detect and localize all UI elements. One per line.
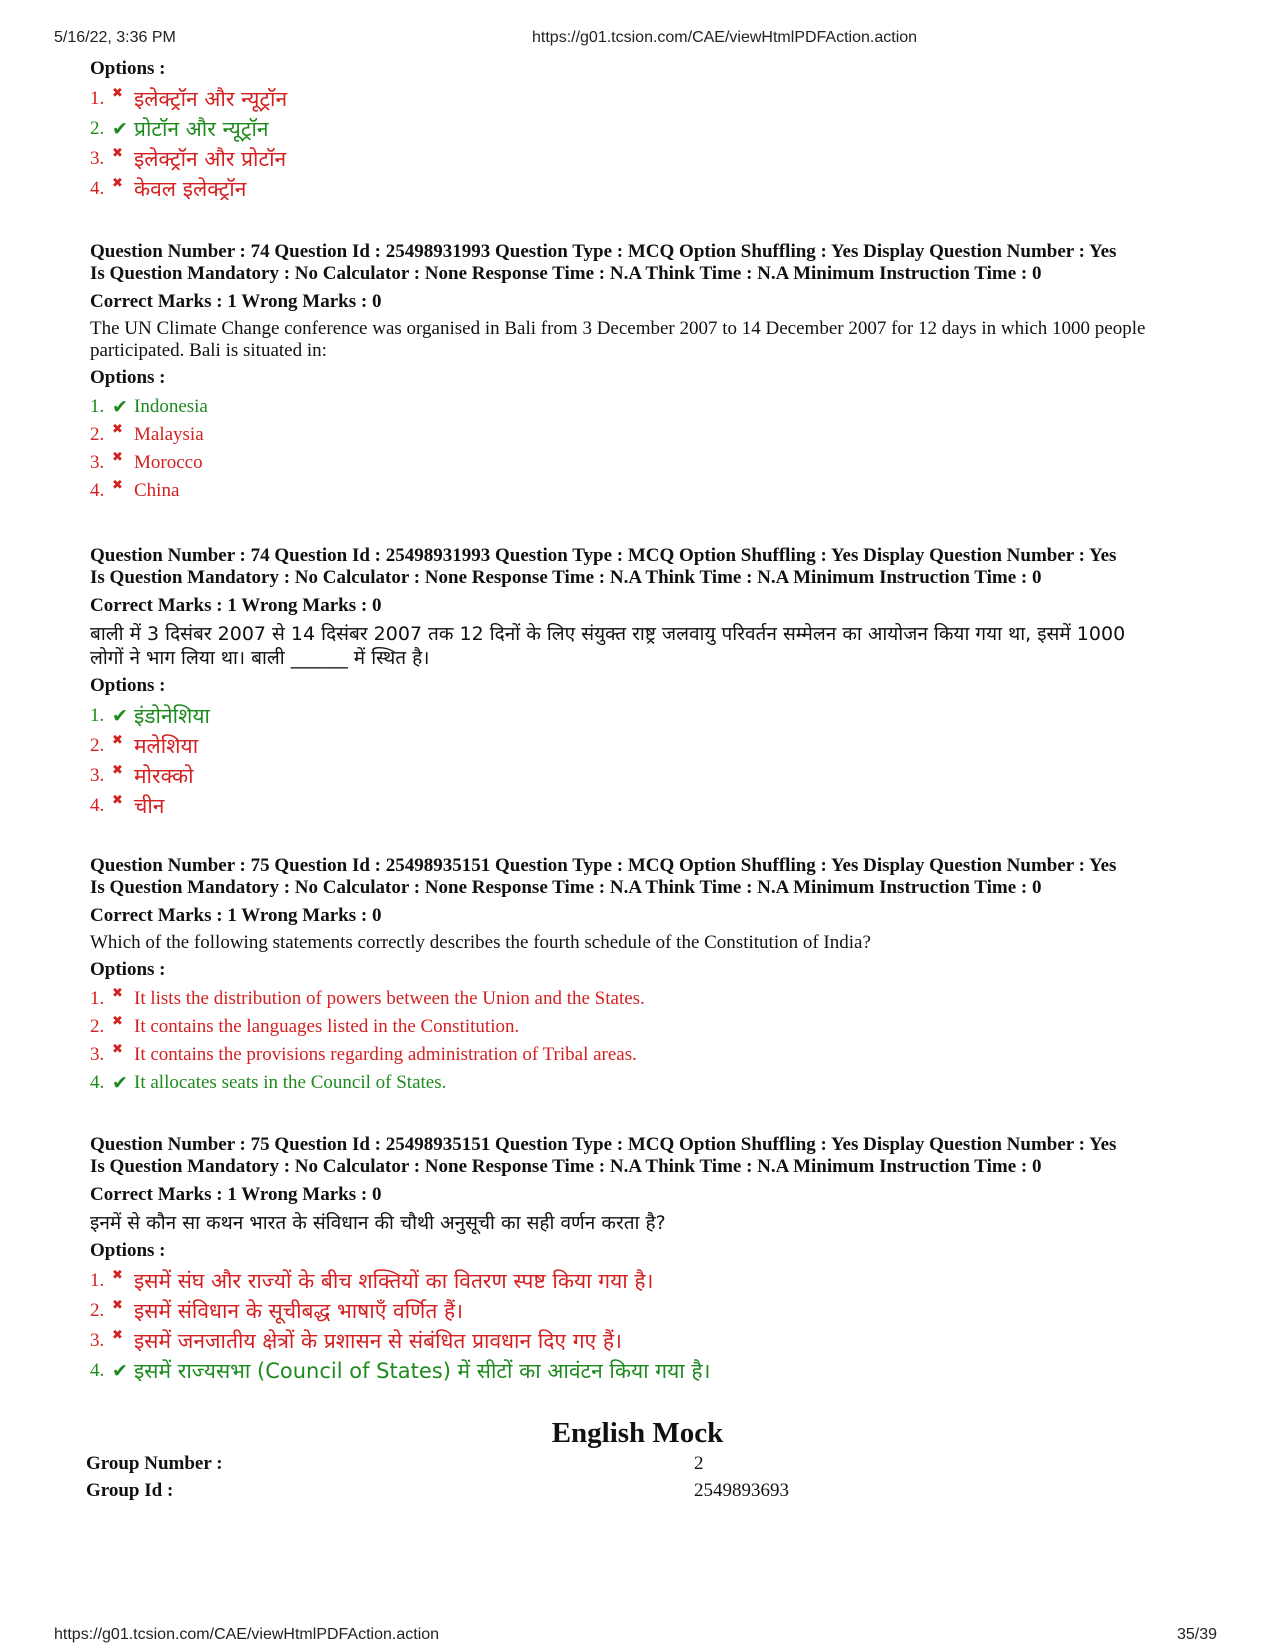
question-text: Which of the following statements correctly describes the fourth schedule of the Constitution of India? <box>90 932 871 953</box>
option-text: इलेक्ट्रॉन और न्यूट्रॉन <box>134 87 288 111</box>
question-marks: Correct Marks : 1 Wrong Marks : 0 <box>90 1184 382 1205</box>
options-list <box>90 393 1180 505</box>
question-meta-mandatory: Is Question Mandatory : No Calculator : None Response Time : N.A Think Time : N.A Minimum Instruction Time : 0 <box>90 1156 1042 1177</box>
section-title: English Mock <box>551 1417 724 1449</box>
wrong-cross-icon: ✖ <box>112 86 123 101</box>
option-3 <box>90 761 1180 791</box>
option-1 <box>90 84 1180 114</box>
option-2 <box>90 1013 1180 1041</box>
wrong-cross-icon: ✖ <box>112 146 123 161</box>
option-4 <box>90 1069 1180 1097</box>
option-3 <box>90 1041 1180 1069</box>
option-3 <box>90 449 1180 477</box>
question-meta: Question Number : 74 Question Id : 25498931993 Question Type : MCQ Option Shuffling : Yes Display Question Number : Yes <box>90 545 1117 566</box>
options-label: Options : <box>90 367 166 388</box>
wrong-cross-icon: ✖ <box>112 1268 123 1283</box>
option-number: 4. <box>90 795 105 816</box>
option-text: Indonesia <box>134 396 208 417</box>
option-1 <box>90 985 1180 1013</box>
option-1 <box>90 1266 1180 1296</box>
option-number: 3. <box>90 452 105 473</box>
option-text: चीन <box>134 794 165 818</box>
question-text: इनमें से कौन सा कथन भारत के संविधान की चौथी अनुसूची का सही वर्णन करता है? <box>90 1212 666 1234</box>
option-number: 1. <box>90 705 105 726</box>
option-number: 2. <box>90 118 105 139</box>
question-meta-mandatory: Is Question Mandatory : No Calculator : None Response Time : N.A Think Time : N.A Minimum Instruction Time : 0 <box>90 567 1042 588</box>
wrong-cross-icon: ✖ <box>112 478 123 493</box>
group-number-value: 2 <box>694 1453 704 1474</box>
option-text: इसमें संविधान के सूचीबद्ध भाषाएँ वर्णित हैं। <box>134 1299 464 1323</box>
wrong-cross-icon: ✖ <box>112 733 123 748</box>
question-marks: Correct Marks : 1 Wrong Marks : 0 <box>90 595 382 616</box>
wrong-cross-icon: ✖ <box>112 1042 123 1057</box>
option-2 <box>90 421 1180 449</box>
group-number-label: Group Number : <box>86 1453 223 1474</box>
wrong-cross-icon: ✖ <box>112 422 123 437</box>
option-3 <box>90 144 1180 174</box>
print-header-url: https://g01.tcsion.com/CAE/viewHtmlPDFAction.action <box>532 29 918 46</box>
option-text: प्रोटॉन और न्यूट्रॉन <box>134 117 269 141</box>
option-text: China <box>134 480 180 501</box>
option-text: Malaysia <box>134 424 204 445</box>
page-number: 35/39 <box>1176 1626 1217 1643</box>
option-1 <box>90 393 1180 421</box>
options-label: Options : <box>90 58 166 79</box>
options-list <box>90 84 1180 204</box>
option-1 <box>90 701 1180 731</box>
wrong-cross-icon: ✖ <box>112 763 123 778</box>
option-number: 1. <box>90 988 105 1009</box>
question-text-line-1: बाली में 3 दिसंबर 2007 से 14 दिसंबर 2007 तक 12 दिनों के लिए संयुक्त राष्ट्र जलवायु परिवर्तन सम्मेलन का आयोजन किया गया था, इसमें 1000 <box>90 623 1126 645</box>
question-text-line-2: लोगों ने भाग लिया था। बाली ______ में स्थित है। <box>90 647 430 669</box>
question-paper-content <box>90 57 1180 1386</box>
option-number: 3. <box>90 765 105 786</box>
option-number: 3. <box>90 1330 105 1351</box>
question-meta: Question Number : 74 Question Id : 25498931993 Question Type : MCQ Option Shuffling : Yes Display Question Number : Yes <box>90 241 1117 262</box>
option-4 <box>90 791 1180 821</box>
option-2 <box>90 1296 1180 1326</box>
option-number: 4. <box>90 480 105 501</box>
options-section-prev <box>90 57 1180 204</box>
options-list <box>90 1266 1180 1386</box>
option-text: इसमें संघ और राज्यों के बीच शक्तियों का वितरण स्पष्ट किया गया है। <box>134 1269 654 1293</box>
correct-check-icon: ✔ <box>112 705 128 727</box>
question-meta-mandatory: Is Question Mandatory : No Calculator : None Response Time : N.A Think Time : N.A Minimum Instruction Time : 0 <box>90 263 1042 284</box>
print-footer-url: https://g01.tcsion.com/CAE/viewHtmlPDFAction.action <box>54 1626 440 1643</box>
group-id-value: 2549893693 <box>694 1480 789 1501</box>
options-label: Options : <box>90 959 166 980</box>
wrong-cross-icon: ✖ <box>112 450 123 465</box>
option-text: केवल इलेक्ट्रॉन <box>134 177 247 201</box>
option-text: इंडोनेशिया <box>134 704 210 728</box>
option-number: 1. <box>90 396 105 417</box>
group-id-label: Group Id : <box>86 1480 174 1501</box>
option-number: 2. <box>90 1300 105 1321</box>
options-label: Options : <box>90 675 166 696</box>
question-block-75-hi <box>90 1134 1180 1386</box>
option-4 <box>90 174 1180 204</box>
option-text: It contains the languages listed in the Constitution. <box>134 1016 520 1037</box>
options-list <box>90 985 1180 1097</box>
option-number: 1. <box>90 1270 105 1291</box>
options-list <box>90 701 1180 821</box>
option-text: It contains the provisions regarding administration of Tribal areas. <box>134 1044 637 1065</box>
wrong-cross-icon: ✖ <box>112 1328 123 1343</box>
correct-check-icon: ✔ <box>112 1360 128 1382</box>
correct-check-icon: ✔ <box>112 396 128 418</box>
option-4 <box>90 477 1180 505</box>
option-text: It lists the distribution of powers between the Union and the States. <box>134 988 645 1009</box>
option-number: 4. <box>90 1072 105 1093</box>
wrong-cross-icon: ✖ <box>112 1298 123 1313</box>
option-4 <box>90 1356 1180 1386</box>
wrong-cross-icon: ✖ <box>112 176 123 191</box>
wrong-cross-icon: ✖ <box>112 793 123 808</box>
question-marks: Correct Marks : 1 Wrong Marks : 0 <box>90 291 382 312</box>
option-number: 1. <box>90 88 105 109</box>
question-meta: Question Number : 75 Question Id : 25498935151 Question Type : MCQ Option Shuffling : Yes Display Question Number : Yes <box>90 855 1117 876</box>
wrong-cross-icon: ✖ <box>112 986 123 1001</box>
option-text: मलेशिया <box>134 734 199 758</box>
question-text <box>90 622 1180 670</box>
question-block-74-en <box>90 241 1180 505</box>
options-label: Options : <box>90 1240 166 1261</box>
wrong-cross-icon: ✖ <box>112 1014 123 1029</box>
correct-check-icon: ✔ <box>112 1072 128 1094</box>
option-2 <box>90 731 1180 761</box>
correct-check-icon: ✔ <box>112 118 128 140</box>
question-meta: Question Number : 75 Question Id : 25498935151 Question Type : MCQ Option Shuffling : Yes Display Question Number : Yes <box>90 1134 1117 1155</box>
option-number: 4. <box>90 178 105 199</box>
option-number: 3. <box>90 1044 105 1065</box>
question-block-75-en <box>90 855 1180 1097</box>
option-number: 2. <box>90 424 105 445</box>
print-datetime: 5/16/22, 3:36 PM <box>54 29 176 46</box>
option-3 <box>90 1326 1180 1356</box>
option-number: 3. <box>90 148 105 169</box>
question-marks: Correct Marks : 1 Wrong Marks : 0 <box>90 905 382 926</box>
question-meta-mandatory: Is Question Mandatory : No Calculator : None Response Time : N.A Think Time : N.A Minimum Instruction Time : 0 <box>90 877 1042 898</box>
question-text: The UN Climate Change conference was organised in Bali from 3 December 2007 to 14 December 2007 for 12 days in which 1000 people participated. Bali is situated in: <box>90 318 1146 361</box>
option-text: It allocates seats in the Council of States. <box>134 1072 447 1093</box>
option-2 <box>90 114 1180 144</box>
option-number: 4. <box>90 1360 105 1381</box>
question-block-74-hi <box>90 545 1180 821</box>
option-text: इसमें जनजातीय क्षेत्रों के प्रशासन से संबंधित प्रावधान दिए गए हैं। <box>134 1329 622 1353</box>
option-text: इसमें राज्यसभा (Council of States) में सीटों का आवंटन किया गया है। <box>134 1359 711 1383</box>
option-text: इलेक्ट्रॉन और प्रोटॉन <box>134 147 287 171</box>
option-number: 2. <box>90 1016 105 1037</box>
option-number: 2. <box>90 735 105 756</box>
option-text: Morocco <box>134 452 203 473</box>
option-text: मोरक्को <box>134 764 194 788</box>
